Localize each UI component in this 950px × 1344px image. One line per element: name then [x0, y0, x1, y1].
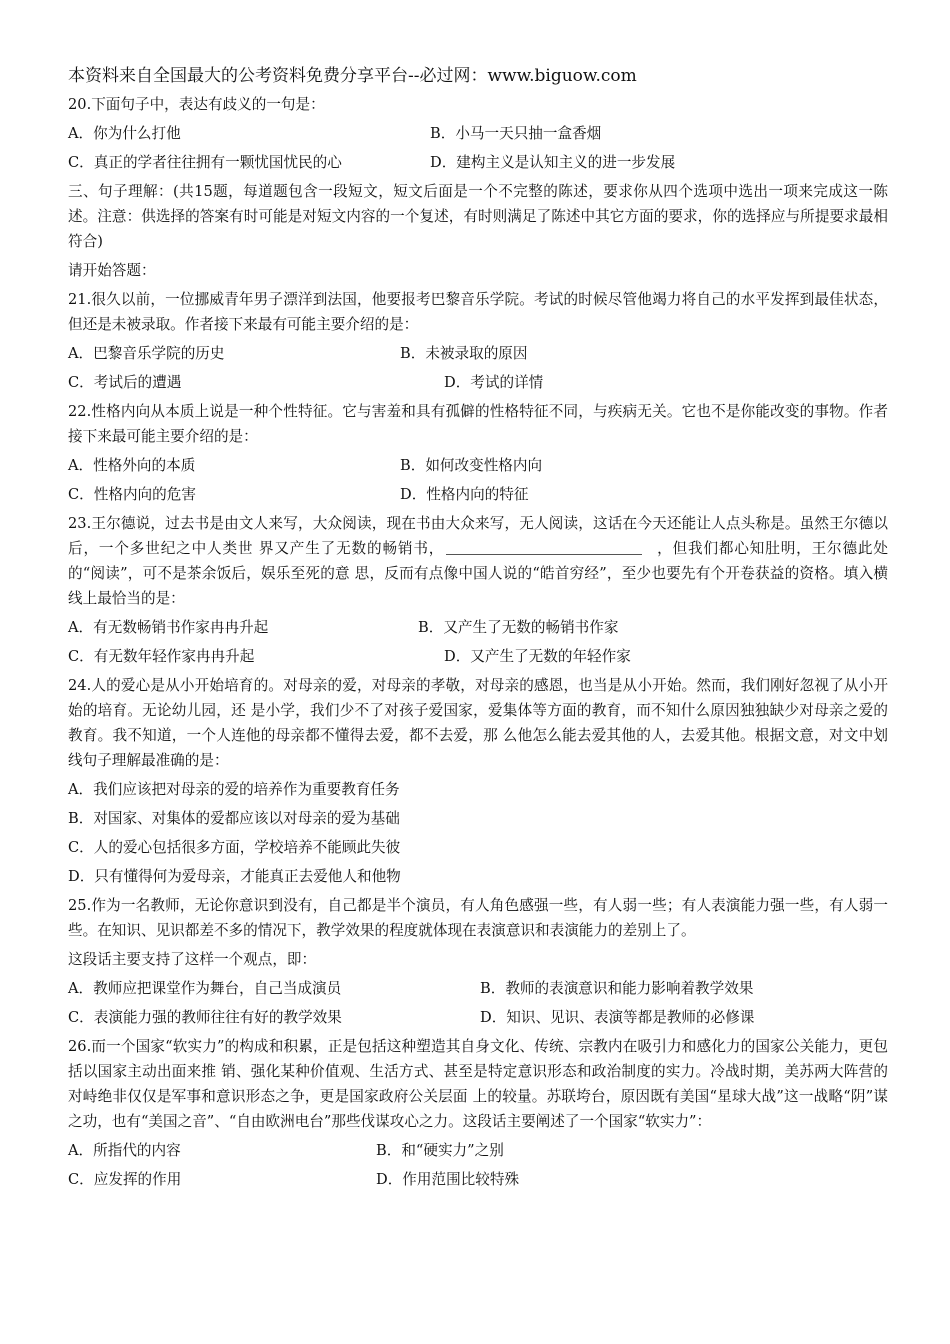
q22-options-row2: [68, 482, 888, 507]
q22-options-row1: [68, 453, 888, 478]
q23-stem: [68, 511, 888, 611]
q25-lead: 这段话主要支持了这样一个观点，即：: [68, 951, 317, 968]
q26-stem: 26.而一个国家“软实力”的构成和积累，正是包括这种塑造其自身文化、传统、宗教内在吸引力和感化力的国家公关能力，更包括以国家主动出面来推 销、强化某种价值观、生活方式、甚至是特定意识形态和政治制度的实力。冷战时期，美苏两大阵营的对峙绝非仅仅是军事和意识形态之争，更是国家政府公关层面 上的较量。苏联垮台，原因既有美国“星球大战”这一战略“阴”谋之功，也有“美国之音”、“自由欧洲电台”那些伐谋攻心之力。这段话主要阐述了一个国家“软实力”：: [68, 1038, 888, 1130]
q25-option-d: D．知识、见识、表演等都是教师的必修课: [480, 1009, 755, 1026]
q25-options-row2: [68, 1005, 888, 1030]
q20-option-d: D．建构主义是认知主义的进一步发展: [430, 154, 676, 171]
q25-option-a: A．教师应把课堂作为舞台，自己当成演员: [68, 980, 342, 997]
q23-stem-part1: 23.王尔德说，过去书是由文人来写，大众阅读，现在书由大众来写，无人阅读，这话在今天还能让人点头称是。虽然王尔德以后，一个多世纪之中人类世 界又产生了无数的畅销书，: [68, 515, 888, 557]
q24-option-c: C．人的爱心包括很多方面，学校培养不能顾此失彼: [68, 839, 401, 856]
q20-stem: 20.下面句子中，表达有歧义的一句是：: [68, 96, 325, 113]
q23-option-b: B．又产生了无数的畅销书作家: [418, 619, 619, 636]
q22-option-c: C．性格内向的危害: [68, 486, 196, 503]
q23-option-c: C．有无数年轻作家冉冉升起: [68, 648, 255, 665]
q26-option-a: A．所指代的内容: [68, 1142, 181, 1159]
q23-options-row2: [68, 644, 888, 669]
q23-fill-blank: [446, 538, 642, 555]
q21-option-d: D．考试的详情: [444, 374, 544, 391]
q21-option-c: C．考试后的遭遇: [68, 374, 182, 391]
q26-option-c: C．应发挥的作用: [68, 1171, 182, 1188]
q23-option-a: A．有无数畅销书作家冉冉升起: [68, 619, 269, 636]
source-header: 本资料来自全国最大的公考资料免费分享平台--必过网：www.biguow.com: [68, 66, 637, 86]
q25-option-b: B．教师的表演意识和能力影响着教学效果: [480, 980, 754, 997]
q25-option-c: C．表演能力强的教师往往有好的教学效果: [68, 1009, 342, 1026]
q26-option-b: B．和“硬实力”之别: [376, 1142, 504, 1159]
q26-option-d: D．作用范围比较特殊: [376, 1171, 520, 1188]
q21-option-b: B．未被录取的原因: [400, 345, 528, 362]
q23-option-d: D．又产生了无数的年轻作家: [444, 648, 631, 665]
q20-option-b: B．小马一天只抽一盒香烟: [430, 125, 602, 142]
q22-option-a: A．性格外向的本质: [68, 457, 196, 474]
q22-option-d: D．性格内向的特征: [400, 486, 529, 503]
q23-options-row1: [68, 615, 888, 640]
q24-stem: 24.人的爱心是从小开始培育的。对母亲的爱，对母亲的孝敬，对母亲的感恩，也当是从小开始。然而，我们刚好忽视了从小开始的培育。无论幼儿园，还 是小学，我们少不了对孩子爱国家，爱集体等方面的教育，而不知什么原因独独缺少对母亲之爱的教育。我不知道，一个人连他的母亲都不懂得去爱，都不去爱，那 么他怎么能去爱其他的人，去爱其他。根据文意，对文中划线句子理解最准确的是：: [68, 677, 888, 769]
q20-options-row1: [68, 121, 888, 146]
q20-option-a: A．你为什么打他: [68, 125, 181, 142]
q20-options-row2: [68, 150, 888, 175]
q21-stem: 21.很久以前，一位挪威青年男子漂洋到法国，他要报考巴黎音乐学院。考试的时候尽管他竭力将自己的水平发挥到最佳状态，但还是未被录取。作者接下来最有可能主要介绍的是：: [68, 291, 888, 333]
document-page: [68, 64, 888, 1196]
q24-option-a: A．我们应该把对母亲的爱的培养作为重要教育任务: [68, 781, 400, 798]
q21-options-row1: [68, 341, 888, 366]
q23-stem-part2: ，但我们都心知肚明，王尔德此处的“阅读”，可不是茶余饭后，娱乐至死的意 思，反而有点像中国人说的“皓首穷经”，至少也要先有个开卷获益的资格。填入横线上最恰当的是：: [68, 540, 888, 607]
q26-options-row1: [68, 1138, 888, 1163]
q21-option-a: A．巴黎音乐学院的历史: [68, 345, 225, 362]
q24-option-b: B．对国家、对集体的爱都应该以对母亲的爱为基础: [68, 810, 400, 827]
section3-instructions: 三、句子理解：(共15题，每道题包含一段短文，短文后面是一个不完整的陈述，要求你从四个选项中选出一项来完成这一陈述。注意：供选择的答案有时可能是对短文内容的一个复述，有时则满足了陈述中其它方面的要求，你的选择应与所提要求最相符合): [68, 183, 888, 250]
q22-option-b: B．如何改变性格内向: [400, 457, 543, 474]
q25-options-row1: [68, 976, 888, 1001]
q24-option-d: D．只有懂得何为爱母亲，才能真正去爱他人和他物: [68, 868, 401, 885]
q22-stem: 22.性格内向从本质上说是一种个性特征。它与害羞和具有孤僻的性格特征不同，与疾病无关。它也不是你能改变的事物。作者接下来最可能主要介绍的是：: [68, 403, 888, 445]
q25-stem: 25.作为一名教师，无论你意识到没有，自己都是半个演员，有人角色感强一些，有人弱一些；有人表演能力强一些，有人弱一些。在知识、见识都差不多的情况下，教学效果的程度就体现在表演意识和表演能力的差别上了。: [68, 897, 888, 939]
q20-option-c: C．真正的学者往往拥有一颗忧国忧民的心: [68, 154, 342, 171]
q26-options-row2: [68, 1167, 888, 1192]
q21-options-row2: [68, 370, 888, 395]
section3-start: 请开始答题：: [68, 262, 156, 279]
